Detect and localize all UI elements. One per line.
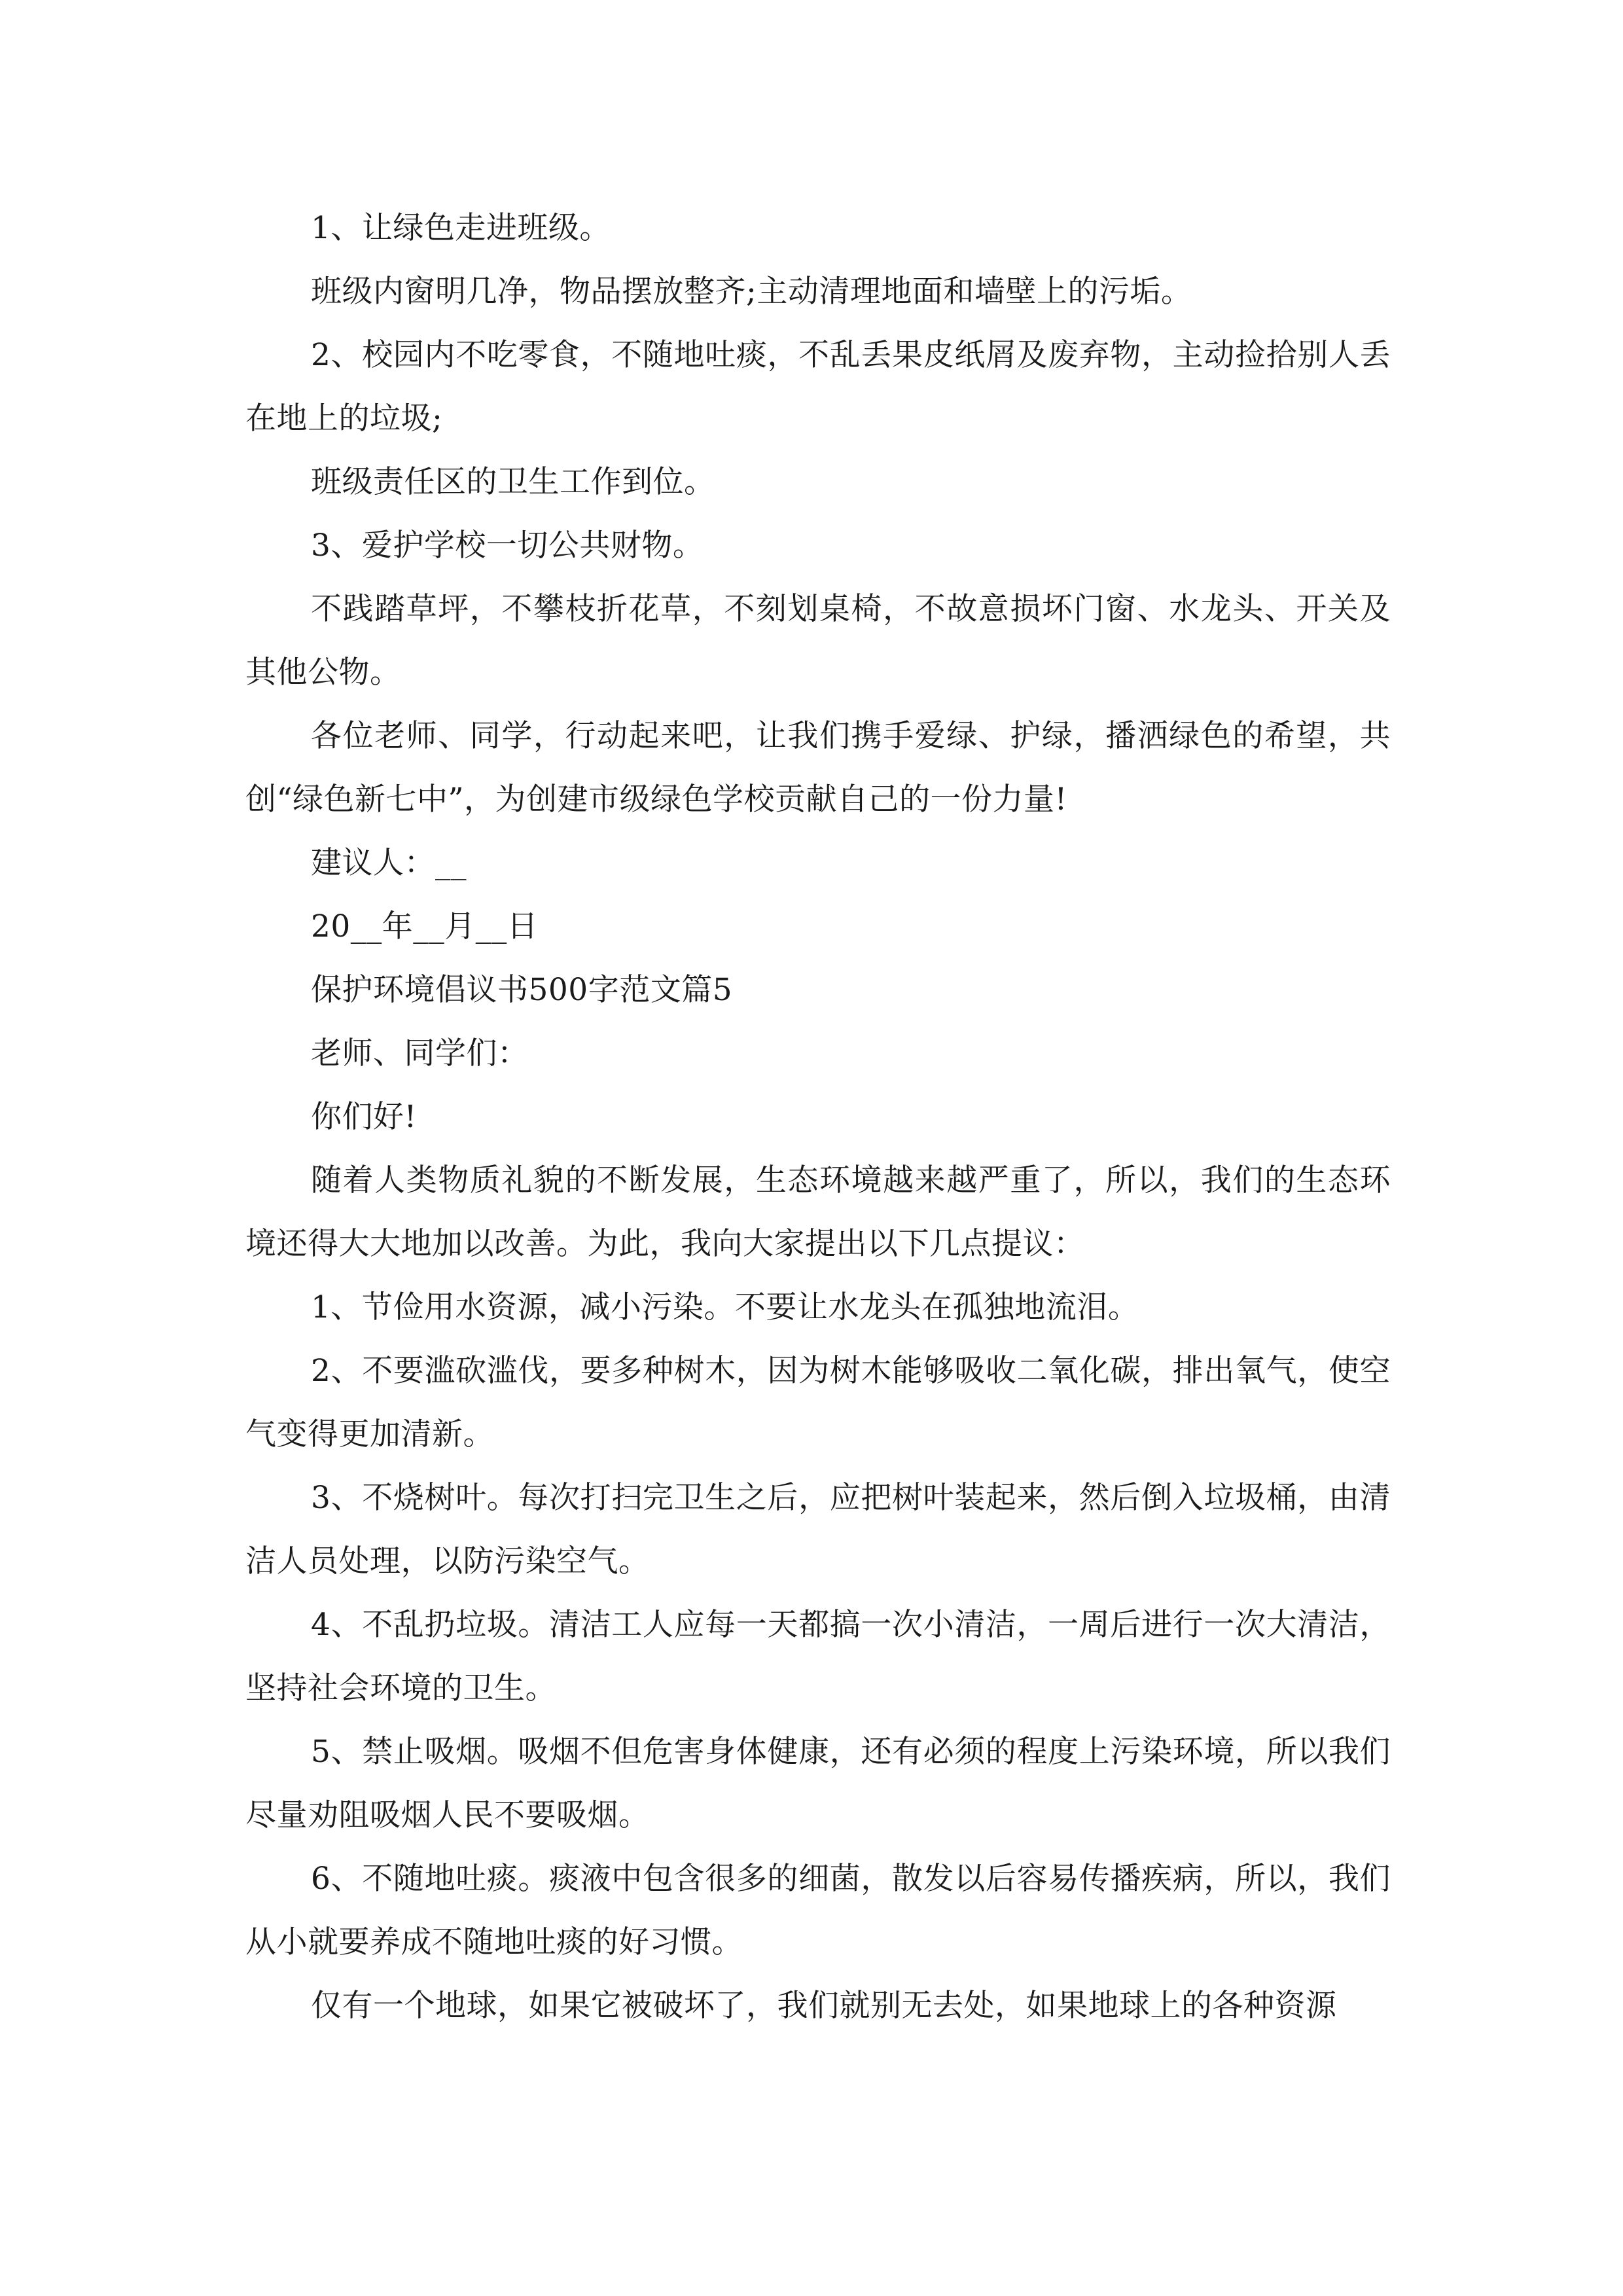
paragraph: 1、节俭用水资源，减小污染。不要让水龙头在孤独地流泪。 bbox=[311, 1289, 1139, 1325]
document-body bbox=[245, 196, 1391, 2037]
paragraph: 1、让绿色走进班级。 bbox=[311, 210, 611, 246]
paragraph: 4、不乱扔垃圾。清洁工人应每一天都搞一次小清洁，一周后进行一次大清洁，坚持社会环境的卫生。 bbox=[245, 1607, 1391, 1706]
paragraph: 随着人类物质礼貌的不断发展，生态环境越来越严重了，所以，我们的生态环境还得大大地加以改善。为此，我向大家提出以下几点提议： bbox=[245, 1162, 1391, 1262]
greeting: 你们好! bbox=[311, 1099, 417, 1135]
salutation: 老师、同学们： bbox=[311, 1035, 529, 1071]
paragraph: 3、爱护学校一切公共财物。 bbox=[311, 528, 704, 564]
signature-line: 建议人：__ bbox=[311, 845, 467, 881]
paragraph: 2、不要滥砍滥伐，要多种树木，因为树木能够吸收二氧化碳，排出氧气，使空气变得更加清新。 bbox=[245, 1353, 1391, 1452]
paragraph: 6、不随地吐痰。痰液中包含很多的细菌，散发以后容易传播疾病，所以，我们从小就要养成不随地吐痰的好习惯。 bbox=[245, 1861, 1391, 1960]
paragraph: 2、校园内不吃零食，不随地吐痰，不乱丢果皮纸屑及废弃物，主动捡拾别人丢在地上的垃圾; bbox=[245, 337, 1391, 437]
date-line: 20__年__月__日 bbox=[311, 908, 539, 944]
paragraph: 5、禁止吸烟。吸烟不但危害身体健康，还有必须的程度上污染环境，所以我们尽量劝阻吸烟人民不要吸烟。 bbox=[245, 1734, 1391, 1833]
paragraph: 3、不烧树叶。每次打扫完卫生之后，应把树叶装起来，然后倒入垃圾桶，由清洁人员处理，以防污染空气。 bbox=[245, 1480, 1391, 1579]
paragraph: 班级内窗明几净，物品摆放整齐;主动清理地面和墙壁上的污垢。 bbox=[311, 274, 1192, 310]
paragraph: 不践踏草坪，不攀枝折花草，不刻划桌椅，不故意损坏门窗、水龙头、开关及其他公物。 bbox=[245, 591, 1391, 691]
paragraph: 各位老师、同学，行动起来吧，让我们携手爱绿、护绿，播洒绿色的希望，共创“绿色新七中”，为创建市级绿色学校贡献自己的一份力量! bbox=[245, 718, 1391, 817]
paragraph: 班级责任区的卫生工作到位。 bbox=[311, 464, 715, 500]
paragraph: 仅有一个地球，如果它被破坏了，我们就别无去处，如果地球上的各种资源 bbox=[311, 1988, 1337, 2024]
section-title: 保护环境倡议书500字范文篇5 bbox=[311, 972, 733, 1008]
